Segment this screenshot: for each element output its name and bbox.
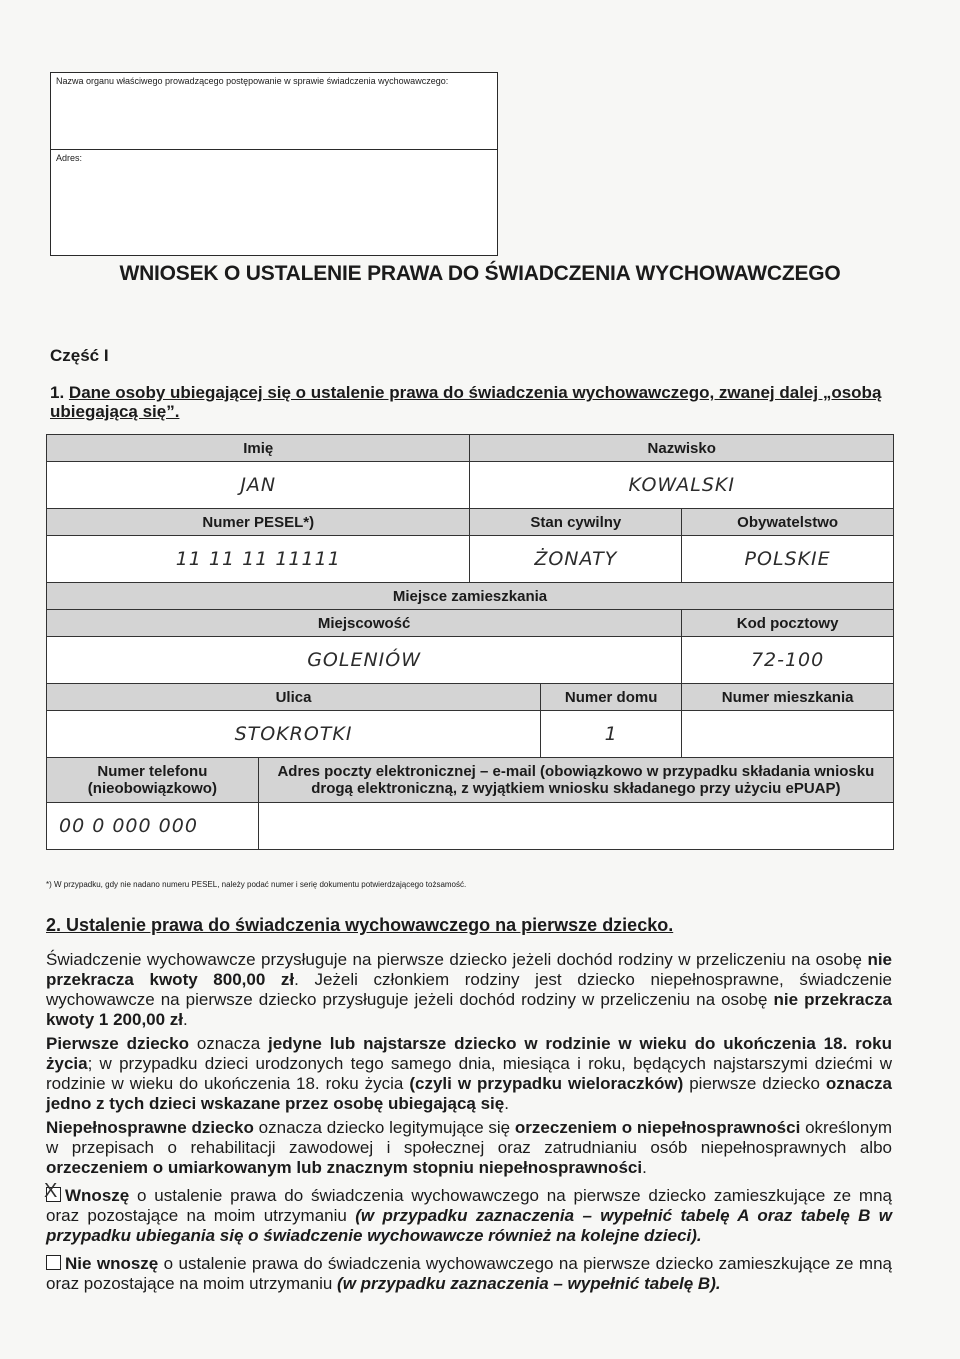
text-run-italic: (w przypadku zaznaczenia – wypełnić tabelę A oraz tabelę B w przypadku ubiegania się o świadczenie wychowawcze również na kolejne dzieci). xyxy=(46,1206,892,1245)
authority-name-field[interactable] xyxy=(51,89,497,149)
pesel-value[interactable]: 11 11 11 11111 xyxy=(47,536,470,583)
authority-address-field[interactable] xyxy=(51,166,497,246)
text-run: oznacza dziecko legitymujące się xyxy=(253,1118,515,1137)
authority-box xyxy=(50,72,498,256)
street-header: Ulica xyxy=(47,684,541,711)
option-not-apply xyxy=(46,1254,892,1294)
text-run: o ustalenie prawa do świadczenia wychowawczego na pierwsze dziecko zamieszkujące ze mną oraz pozostające na moim utrzymaniu xyxy=(46,1186,892,1225)
apartment-number-header: Numer mieszkania xyxy=(682,684,894,711)
phone-header: Numer telefonu (nieobowiązkowo) xyxy=(47,758,259,803)
text-run-bold: orzeczeniem o umiarkowanym lub znacznym stopniu niepełnosprawności xyxy=(46,1158,643,1177)
form-title: WNIOSEK O USTALENIE PRAWA DO ŚWIADCZENIA WYCHOWAWCZEGO xyxy=(119,262,841,285)
authority-name-label: Nazwa organu właściwego prowadzącego postępowanie w sprawie świadczenia wychowawczego: xyxy=(56,76,449,86)
text-run: . xyxy=(642,1158,647,1177)
apply-checkbox[interactable] xyxy=(46,1187,61,1202)
city-value[interactable]: GOLENIÓW xyxy=(47,637,682,684)
authority-address-label: Adres: xyxy=(56,153,83,163)
section-2-heading: 2. Ustalenie prawa do świadczenia wychowawczego na pierwsze dziecko. xyxy=(46,915,674,935)
section-1-number: 1. xyxy=(50,383,65,402)
house-number-value[interactable]: 1 xyxy=(541,711,682,758)
text-run-bold: (czyli w przypadku wieloraczków) xyxy=(409,1074,684,1093)
phone-value[interactable]: 00 0 000 000 xyxy=(47,803,259,850)
citizenship-header: Obywatelstwo xyxy=(682,509,894,536)
house-number-header: Numer domu xyxy=(541,684,682,711)
pesel-header: Numer PESEL*) xyxy=(47,509,470,536)
citizenship-value[interactable]: POLSKIE xyxy=(682,536,894,583)
pesel-footnote: *) W przypadku, gdy nie nadano numeru PESEL, należy podać numer i serię dokumentu potwierdzającego tożsamość. xyxy=(46,880,467,889)
text-run: oznacza xyxy=(188,1034,269,1053)
text-run-bold: Nie wnoszę xyxy=(65,1254,159,1273)
civil-status-value[interactable]: ŻONATY xyxy=(470,536,682,583)
text-run: . xyxy=(504,1094,509,1113)
text-run: o ustalenie prawa do świadczenia wychowawczego na pierwsze dziecko zamieszkujące ze mną oraz pozostające na moim utrzymaniu xyxy=(46,1254,892,1293)
text-run-italic: (w przypadku zaznaczenia – wypełnić tabelę B). xyxy=(337,1274,721,1293)
email-header: Adres poczty elektronicznej – e-mail (obowiązkowo w przypadku składania wniosku drogą elektroniczną, z wyjątkiem wniosku składanego przy użyciu ePUAP) xyxy=(258,758,893,803)
text-run-bold: nie przekracza kwoty 1 200,00 zł xyxy=(46,990,892,1029)
text-run-bold: jedyne lub najstarsze dziecko w rodzinie w wieku do ukończenia 18. roku życia xyxy=(46,1034,893,1073)
applicant-data-table xyxy=(46,434,894,850)
not-apply-checkbox[interactable] xyxy=(46,1255,61,1270)
first-child-definition-paragraph xyxy=(46,1034,892,1114)
section-1-title: Dane osoby ubiegającej się o ustalenie prawa do świadczenia wychowawczego, zwanej dalej „osobą ubiegającą się”. xyxy=(50,383,882,421)
postal-code-value[interactable]: 72-100 xyxy=(682,637,894,684)
text-run-bold: nie przekracza kwoty 800,00 zł xyxy=(46,950,892,989)
text-run-bold: oznacza jedno z tych dzieci wskazane przez osobę ubiegającą się xyxy=(46,1074,893,1113)
disabled-child-definition-paragraph xyxy=(46,1118,892,1178)
text-run-bold: Pierwsze dziecko xyxy=(46,1034,189,1053)
last-name-header: Nazwisko xyxy=(470,435,894,462)
text-run-bold: Niepełnosprawne dziecko xyxy=(46,1118,254,1137)
postal-code-header: Kod pocztowy xyxy=(682,610,894,637)
email-value[interactable] xyxy=(258,803,893,850)
text-run: określonym w przepisach o rehabilitacji zawodowej i społecznej oraz zatrudnianiu osób niepełnosprawnych albo xyxy=(46,1118,892,1157)
text-run: pierwsze dziecko xyxy=(683,1074,826,1093)
section-2-body xyxy=(46,950,892,1298)
text-run: . Jeżeli członkiem rodziny jest dziecko niepełnosprawne, świadczenie wychowawcze na pierwsze dziecko przysługuje jeżeli dochód rodziny w przeliczeniu na osobę xyxy=(46,970,892,1009)
residence-header: Miejsce zamieszkania xyxy=(47,583,894,610)
first-name-value[interactable]: JAN xyxy=(47,462,470,509)
last-name-value[interactable]: KOWALSKI xyxy=(470,462,894,509)
street-value[interactable]: STOKROTKI xyxy=(47,711,541,758)
text-run-bold: orzeczeniem o niepełnosprawności xyxy=(514,1118,801,1137)
text-run: ; w przypadku dzieci urodzonych tego samego dnia, miesiąca i roku, będących najstarszymi dziećmi w rodzinie w wieku do ukończenia 18. roku życia xyxy=(46,1054,892,1093)
section-1-heading xyxy=(50,383,900,421)
income-paragraph xyxy=(46,950,892,1030)
civil-status-header: Stan cywilny xyxy=(470,509,682,536)
city-header: Miejscowość xyxy=(47,610,682,637)
text-run: Świadczenie wychowawcze przysługuje na pierwsze dziecko jeżeli dochód rodziny w przeliczeniu na osobę xyxy=(46,950,868,969)
apartment-number-value[interactable] xyxy=(682,711,894,758)
first-name-header: Imię xyxy=(47,435,470,462)
part-heading: Część I xyxy=(50,346,109,365)
text-run-bold: Wnoszę xyxy=(65,1186,130,1205)
option-apply xyxy=(46,1186,892,1246)
text-run: . xyxy=(183,1010,188,1029)
